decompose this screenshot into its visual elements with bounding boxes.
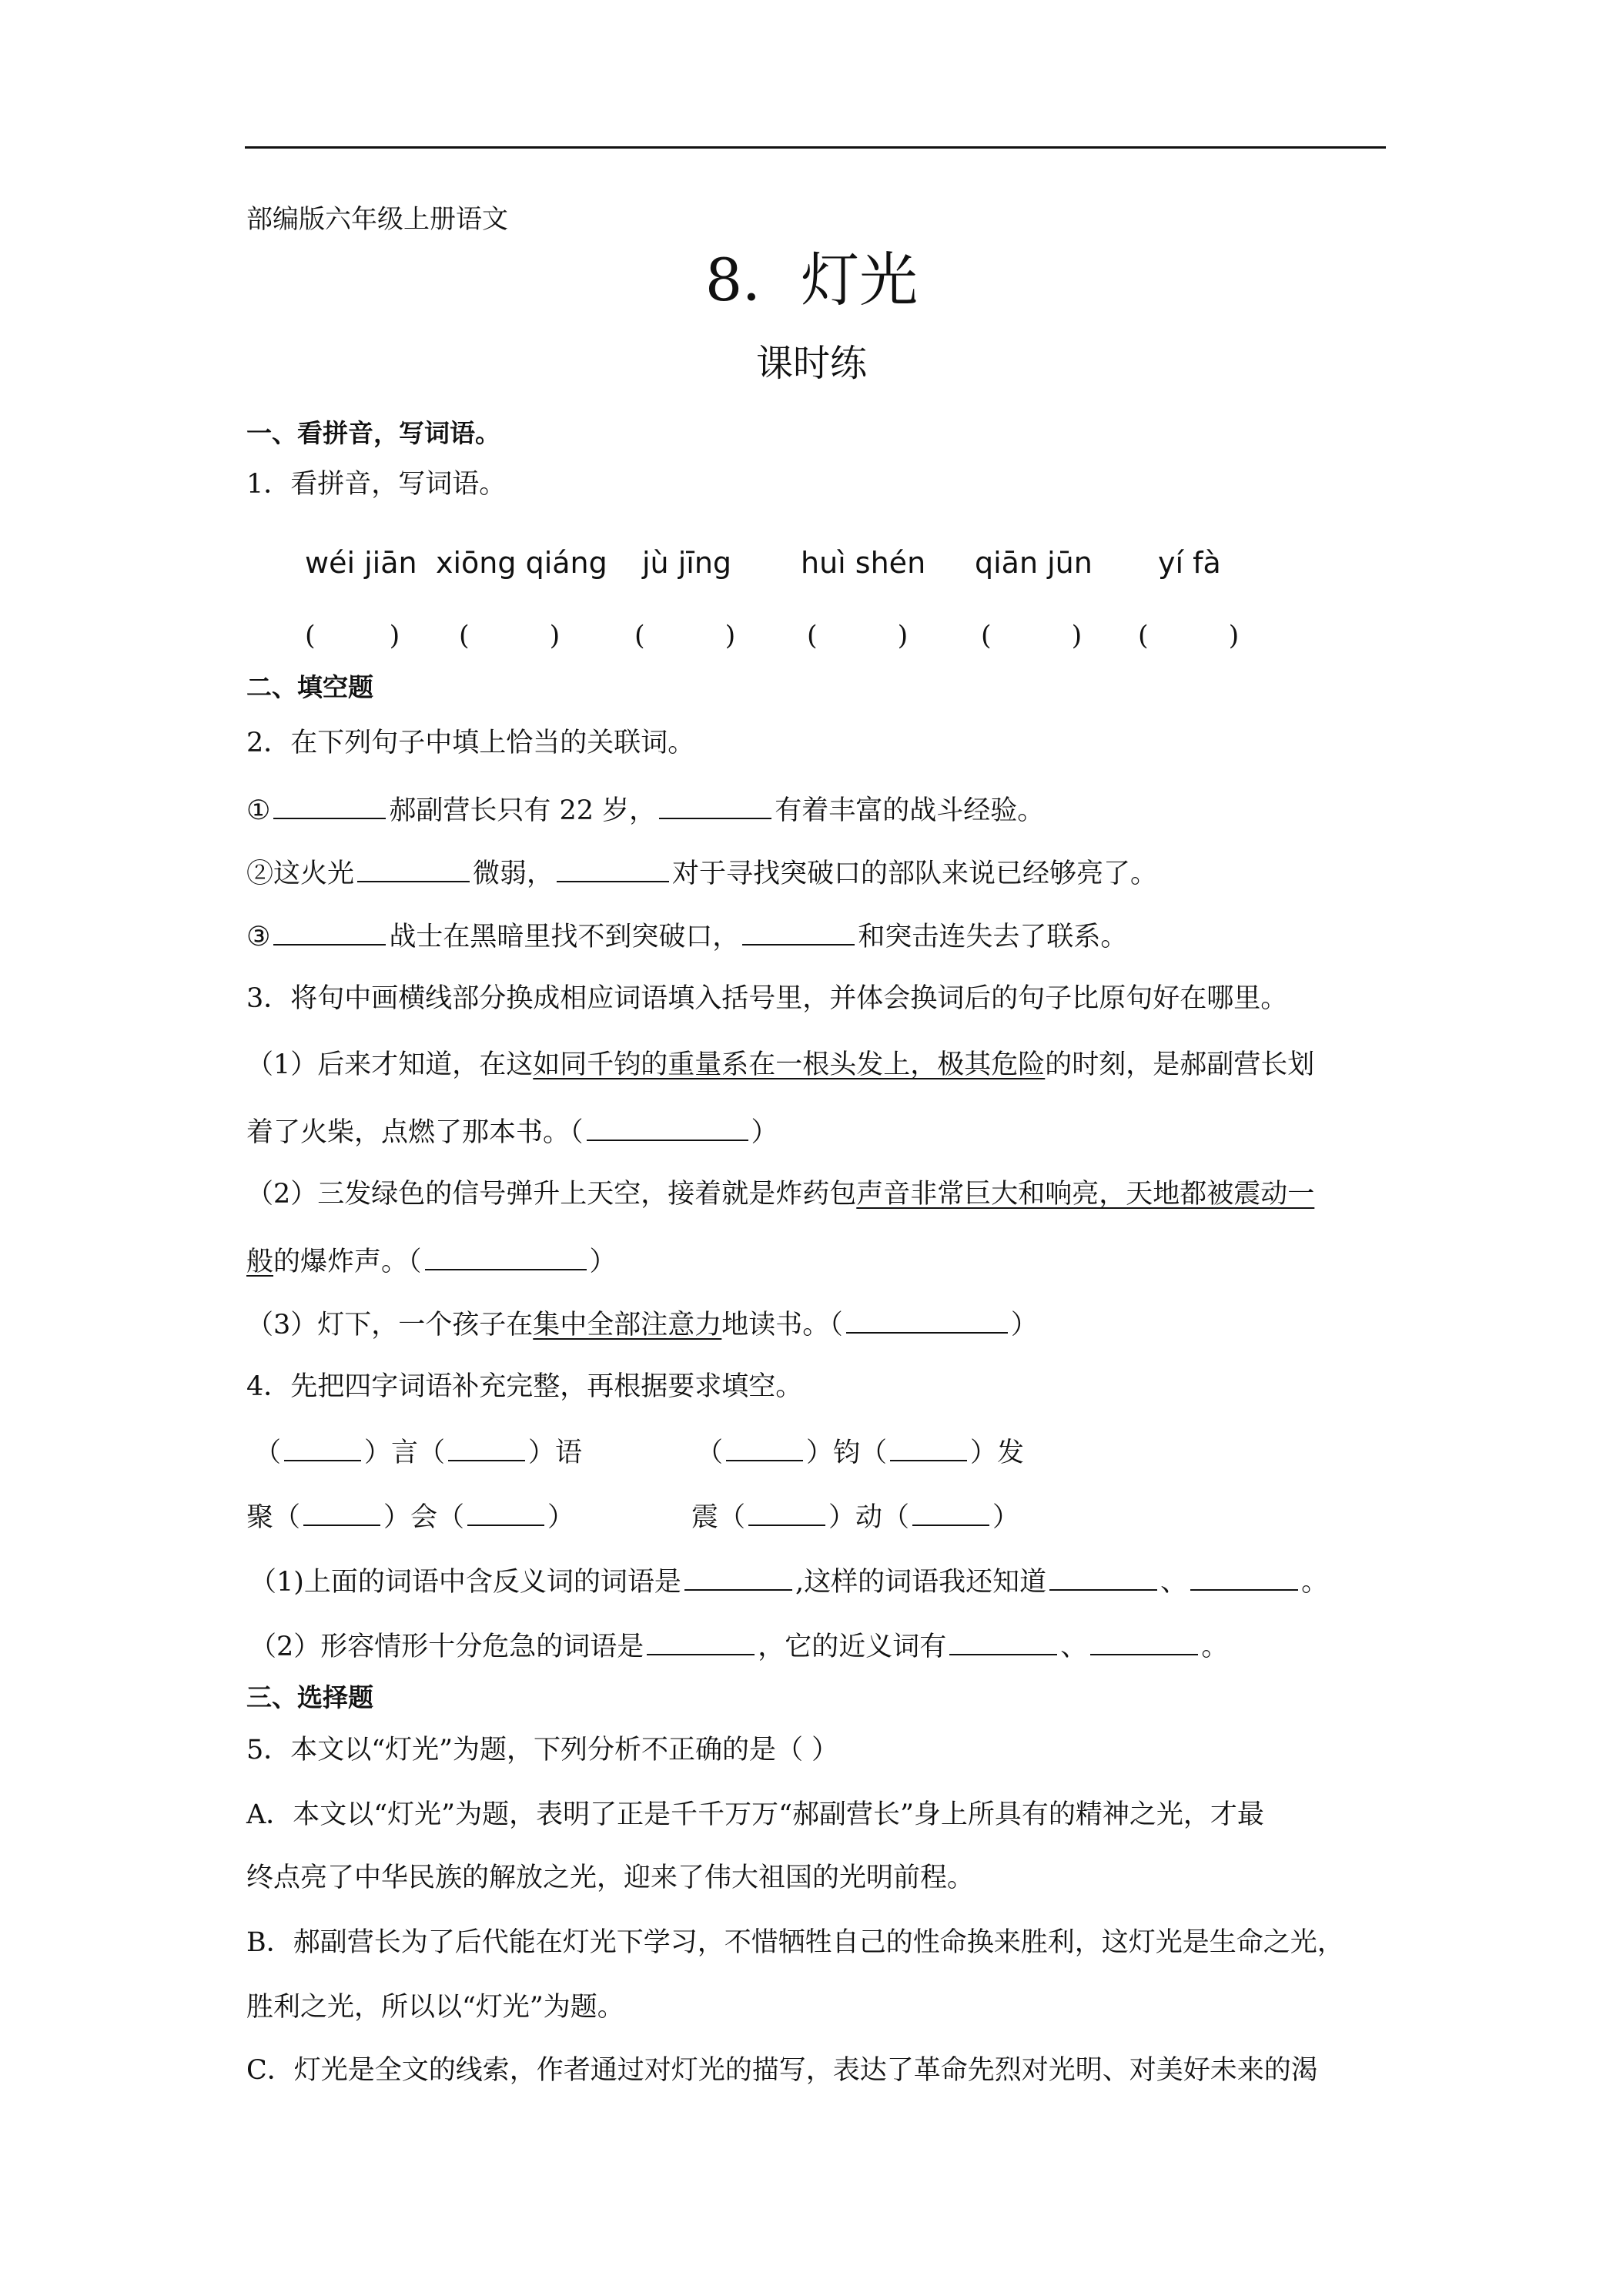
question-4: 4．先把四字词语补充完整，再根据要求填空。 bbox=[246, 1371, 803, 1402]
fill-blank[interactable] bbox=[557, 858, 669, 882]
question-3-item-2-line-1: （2）三发绿色的信号弹升上天空，接着就是炸药包声音非常巨大和响亮，天地都被震动一 bbox=[246, 1179, 1315, 1210]
section-2-heading: 二、填空题 bbox=[246, 672, 373, 702]
fill-blank[interactable] bbox=[726, 1437, 803, 1461]
pinyin-4: huì shén bbox=[801, 546, 926, 580]
option-a-line-1[interactable]: A．本文以“灯光”为题，表明了正是千千万万“郝副营长”身上所具有的精神之光，才最 bbox=[246, 1799, 1264, 1830]
fill-blank[interactable] bbox=[303, 1501, 380, 1526]
option-b-line-2[interactable]: 胜利之光，所以以“灯光”为题。 bbox=[246, 1992, 624, 2023]
question-4-sub-1: （1)上面的词语中含反义词的词语是 ,这样的词语我还知道 、 。 bbox=[249, 1567, 1329, 1598]
idiom-4: 震（ ）动（ ） bbox=[691, 1502, 1020, 1533]
idiom-1: （ ）言（ ）语 bbox=[254, 1438, 583, 1468]
answer-box-6[interactable]: ( ) bbox=[1138, 621, 1240, 651]
fill-blank[interactable] bbox=[890, 1437, 967, 1461]
fill-blank[interactable] bbox=[357, 858, 470, 882]
pinyin-6: yí fà bbox=[1158, 546, 1221, 580]
option-a-line-2[interactable]: 终点亮了中华民族的解放之光，迎来了伟大祖国的光明前程。 bbox=[246, 1863, 975, 1893]
fill-blank[interactable] bbox=[912, 1501, 989, 1526]
answer-box-1[interactable]: ( ) bbox=[305, 621, 400, 651]
fill-blank[interactable] bbox=[467, 1501, 544, 1526]
question-5: 5．本文以“灯光”为题，下列分析不正确的是（ ） bbox=[246, 1735, 839, 1766]
section-1-heading: 一、看拼音，写词语。 bbox=[246, 418, 500, 448]
question-3-item-1-line-1: （1）后来才知道，在这如同千钧的重量系在一根头发上，极其危险的时刻，是郝副营长划 bbox=[246, 1049, 1315, 1080]
option-b-line-1[interactable]: B．郝副营长为了后代能在灯光下学习，不惜牺牲自己的性命换来胜利，这灯光是生命之光， bbox=[246, 1927, 1344, 1958]
question-3-item-1-line-2: 着了火柴，点燃了那本书。（ ） bbox=[246, 1117, 778, 1148]
fill-blank[interactable] bbox=[1049, 1566, 1157, 1591]
answer-box-2[interactable]: ( ) bbox=[459, 621, 561, 651]
question-2-item-3: ③ 战士在黑暗里找不到突破口， 和突击连失去了联系。 bbox=[246, 922, 1128, 952]
fill-blank[interactable] bbox=[748, 1501, 825, 1526]
question-2-item-1: ① 郝副营长只有 22 岁， 有着丰富的战斗经验。 bbox=[246, 795, 1045, 826]
fill-blank[interactable] bbox=[1190, 1566, 1298, 1591]
fill-blank[interactable] bbox=[647, 1631, 755, 1655]
pinyin-3: jù jīng bbox=[642, 546, 732, 580]
answer-box-3[interactable]: ( ) bbox=[634, 621, 736, 651]
fill-blank[interactable] bbox=[846, 1309, 1008, 1334]
question-1: 1．看拼音，写词语。 bbox=[246, 469, 507, 500]
pinyin-1: wéi jiān bbox=[305, 546, 417, 580]
fill-blank[interactable] bbox=[684, 1566, 792, 1591]
section-3-heading: 三、选择题 bbox=[246, 1682, 373, 1712]
question-3: 3．将句中画横线部分换成相应词语填入括号里，并体会换词后的句子比原句好在哪里。 bbox=[246, 983, 1288, 1014]
answer-box-4[interactable]: ( ) bbox=[807, 621, 909, 651]
series-label: 部编版六年级上册语文 bbox=[246, 204, 508, 235]
idiom-3: 聚（ ）会（ ） bbox=[246, 1502, 575, 1533]
option-c-line-1[interactable]: C．灯光是全文的线索，作者通过对灯光的描写，表达了革命先烈对光明、对美好未来的渴 bbox=[246, 2055, 1318, 2086]
pinyin-5: qiān jūn bbox=[975, 546, 1093, 580]
question-3-item-2-line-2: 般的爆炸声。（ ） bbox=[246, 1247, 617, 1277]
question-3-item-3: （3）灯下，一个孩子在集中全部注意力地读书。（ ） bbox=[246, 1310, 1038, 1340]
question-2-item-2: ②这火光 微弱， 对于寻找突破口的部队来说已经够亮了。 bbox=[246, 858, 1158, 889]
fill-blank[interactable] bbox=[284, 1437, 361, 1461]
question-2: 2．在下列句子中填上恰当的关联词。 bbox=[246, 728, 695, 758]
fill-blank[interactable] bbox=[587, 1116, 748, 1141]
answer-box-5[interactable]: ( ) bbox=[981, 621, 1083, 651]
pinyin-2: xiōng qiáng bbox=[436, 546, 607, 580]
fill-blank[interactable] bbox=[742, 921, 855, 946]
fill-blank[interactable] bbox=[949, 1631, 1057, 1655]
fill-blank[interactable] bbox=[1090, 1631, 1198, 1655]
fill-blank[interactable] bbox=[659, 795, 771, 819]
fill-blank[interactable] bbox=[273, 921, 386, 946]
page-title: 8．灯光 bbox=[704, 246, 919, 314]
question-4-sub-2: （2）形容情形十分危急的词语是 ，它的近义词有 、 。 bbox=[249, 1632, 1229, 1662]
fill-blank[interactable] bbox=[273, 795, 386, 819]
idiom-2: （ ）钧（ ）发 bbox=[696, 1438, 1025, 1468]
page-subtitle: 课时练 bbox=[755, 342, 867, 385]
fill-blank[interactable] bbox=[425, 1246, 587, 1270]
fill-blank[interactable] bbox=[448, 1437, 525, 1461]
header-rule bbox=[245, 146, 1386, 149]
